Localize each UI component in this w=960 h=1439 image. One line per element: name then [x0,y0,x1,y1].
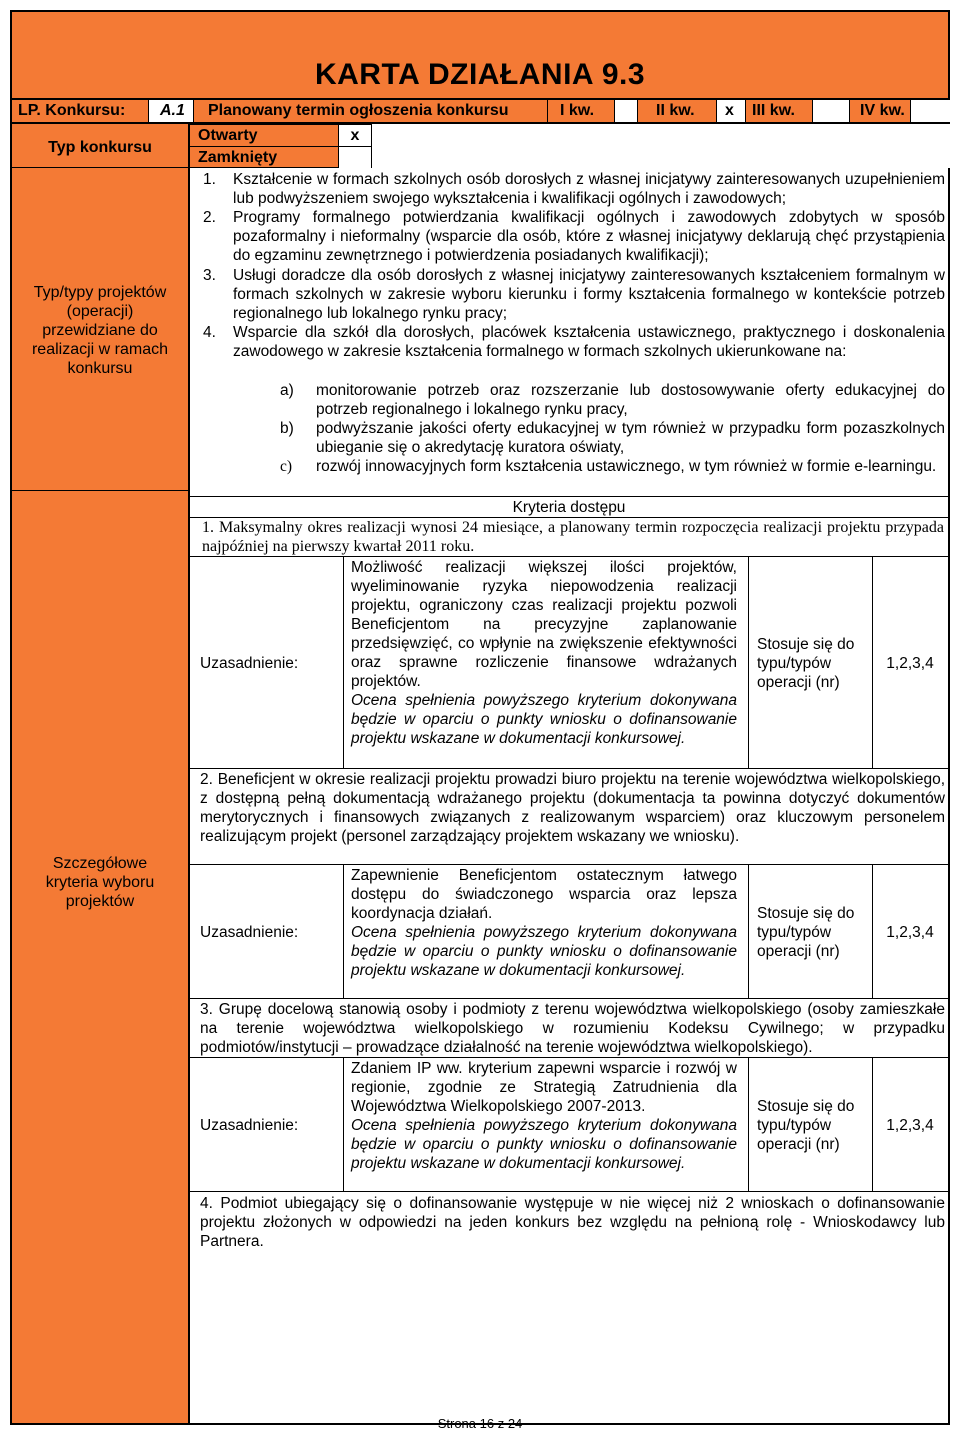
divider [343,556,344,768]
list-number: 3. [203,267,216,284]
sub-item: rozwój innowacyjnych form kształcenia ustawicznego, w tym również w formie e-learningu. [316,458,937,475]
sub-letter: a) [280,382,294,399]
left-label-column [10,124,190,1425]
applies-value: 1,2,3,4 [886,924,934,941]
evaluation-text: Ocena spełnienia powyższego kryterium dokonywana będzie w oparciu o punkty wniosku o dofinansowanie projektu wskazane w dokumentacji konkursowej. [351,924,737,979]
document-title: KARTA DZIAŁANIA 9.3 [314,58,646,91]
criterion-4-text: 4. Podmiot ubiegający się o dofinansowanie występuje w nie więcej niż 2 wnioskach o dofinansowanie projektu złożonych w odpowiedzi na jeden konkurs bez względu na pełnioną rolę - Wnioskodawcy lub Partnera. [200,1195,945,1250]
closed-label: Zamknięty [198,149,278,166]
open-mark: x [338,125,371,146]
criteria-heading: Kryteria dostępu [512,499,626,516]
q1-mark-cell [614,100,638,122]
evaluation-text: Ocena spełnienia powyższego kryterium dokonywana będzie w oparciu o punkty wniosku o dofinansowanie projektu wskazane w dokumentacji konkursowej. [351,692,737,747]
divider [748,1057,749,1191]
divider [343,864,344,998]
closed-mark [338,147,371,168]
q2-label: II kw. [656,102,695,119]
divider [190,1191,948,1192]
closed-row [190,147,371,168]
list-item: Wsparcie dla szkół dla dorosłych, placówek kształcenia ustawicznego, praktycznego i doskonalenia zawodowego w zakresie kształcenia formalnego w formach szkolnych ukierunkowane na: [233,324,945,360]
divider [190,864,948,865]
justification-label: Uzasadnienie: [200,924,299,941]
divider [547,100,548,122]
list-item: Programy formalnego potwierdzania kwalifikacji ogólnych i zawodowych zdobytych w sposób pozaformalny i nieformalny (wsparcie dla osób, które z własnej inicjatywy deklarują chęć przystąpienia do egzaminu zewnętrznego i potwierdzenia posiadanych kwalifikacji); [233,209,945,264]
applies-value: 1,2,3,4 [886,1117,934,1134]
applies-value: 1,2,3,4 [886,655,934,672]
title-bar [10,10,950,100]
open-label: Otwarty [198,127,258,144]
sub-item: monitorowanie potrzeb oraz rozszerzanie lub dostosowywanie oferty edukacyjnej do potrzeb regionalnego i lokalnego rynku pracy, [316,382,945,418]
planned-term-label: Planowany termin ogłoszenia konkursu [208,102,509,119]
lp-value: A.1 [160,102,185,119]
criteria-label: Szczegółowe kryteria wyboru projektów [45,855,155,910]
sub-letter: b) [280,420,294,437]
applies-label: Stosuje się do typu/typów operacji (nr) [757,636,855,691]
justification-text: Zdaniem IP ww. kryterium zapewni wsparcie i rozwój w regionie, zgodnie ze Strategią Zatrudnienia dla Województwa Wielkopolskiego 2007-2013. [351,1060,737,1115]
divider [190,768,948,769]
criterion-3-text: 3. Grupę docelową stanowią osoby i podmioty z terenu województwa wielkopolskiego (osoby zamieszkałe na terenie województwa wielkopolskiego w rozumieniu Kodeksu Cywilnego; w przypadku podmiotów/instytucji – prowadzące działalność na terenie województwa wielkopolskiego). [200,1001,945,1056]
q1-label: I kw. [560,102,595,119]
divider [748,556,749,768]
divider [190,1057,948,1058]
applies-label: Stosuje się do typu/typów operacji (nr) [757,1098,855,1153]
list-number: 4. [203,324,216,341]
evaluation-text: Ocena spełnienia powyższego kryterium dokonywana będzie w oparciu o punkty wniosku o dofinansowanie projektu wskazane w dokumentacji konkursowej. [351,1117,737,1172]
divider [190,496,948,497]
justification-label: Uzasadnienie: [200,655,299,672]
page-number: Strona 16 z 24 [437,1416,523,1431]
divider [748,864,749,998]
q2-mark: x [725,102,734,119]
contest-row [10,100,950,124]
q3-label: III kw. [752,102,795,119]
list-item: Kształcenie w formach szkolnych osób dorosłych z własnej inicjatywy zainteresowanych uzupełnieniem lub podwyższeniem swojego wykształcenia i kwalifikacji ogólnych i zawodowych; [233,171,945,207]
divider [343,1057,344,1191]
open-row [190,125,371,146]
justification-text: Zapewnienie Beneficjentom ostatecznym łatwego dostępu do świadczonego wsparcia oraz lepsza koordynacja działań. [351,867,737,922]
contest-type-label: Typ konkursu [48,139,152,156]
criterion-2-text: 2. Beneficjent w okresie realizacji projektu prowadzi biuro projektu na terenie województwa wielkopolskiego, z dostępną pełną dokumentacją wdrażanego projektu (dokumentacja ta powinna dotyczyć dokumentów merytorycznych i finansowych związanych z realizowanym wsparciem) oraz kluczowym personelem realizującym projekt (personel zarządzający projektem wskazany we wniosku). [200,771,945,845]
divider [190,998,948,999]
list-number: 2. [203,209,216,226]
content-area [190,168,950,1425]
criterion-1-text: 1. Maksymalny okres realizacji wynosi 24 miesiące, a planowany termin rozpoczęcia realizacji projektu przypada najpóźniej na pierwszy kwartał 2011 roku. [202,519,944,555]
divider [12,490,188,491]
contest-type-box [190,124,372,168]
applies-label: Stosuje się do typu/typów operacji (nr) [757,905,855,960]
q3-mark-cell [812,100,850,122]
q4-mark-cell [910,100,951,122]
list-item: Usługi doradcze dla osób dorosłych z własnej inicjatywy zainteresowanych kształceniem formalnym w formach szkolnych w zakresie wyboru kierunku i formy kształcenia formalnego w kontekście potrzeb regionalnego lub lokalnego rynku pracy; [233,267,945,322]
divider [12,167,188,168]
q4-label: IV kw. [860,102,905,119]
lp-label: LP. Konkursu: [18,102,126,119]
project-types-label: Typ/typy projektów (operacji) przewidziane do realizacji w ramach konkursu [31,284,169,377]
divider [190,556,948,557]
sub-item: podwyższanie jakości oferty edukacyjnej w tym również w przypadku form pozaszkolnych ubieganie się o akredytację kuratora oświaty, [316,420,945,456]
list-number: 1. [203,171,216,188]
justification-text: Możliwość realizacji większej ilości projektów, wyeliminowanie ryzyka niepowodzenia realizacji projektu, ograniczony czas realizacji projektu pozwoli Beneficjentom na precyzyjne zaplanowanie przedsięwzięć, co wpłynie na zwiększenie efektywności oraz sprawne rozliczenie finansowe wdrażanych projektów. [351,559,737,690]
sub-letter: c) [280,458,293,475]
justification-label: Uzasadnienie: [200,1117,299,1134]
